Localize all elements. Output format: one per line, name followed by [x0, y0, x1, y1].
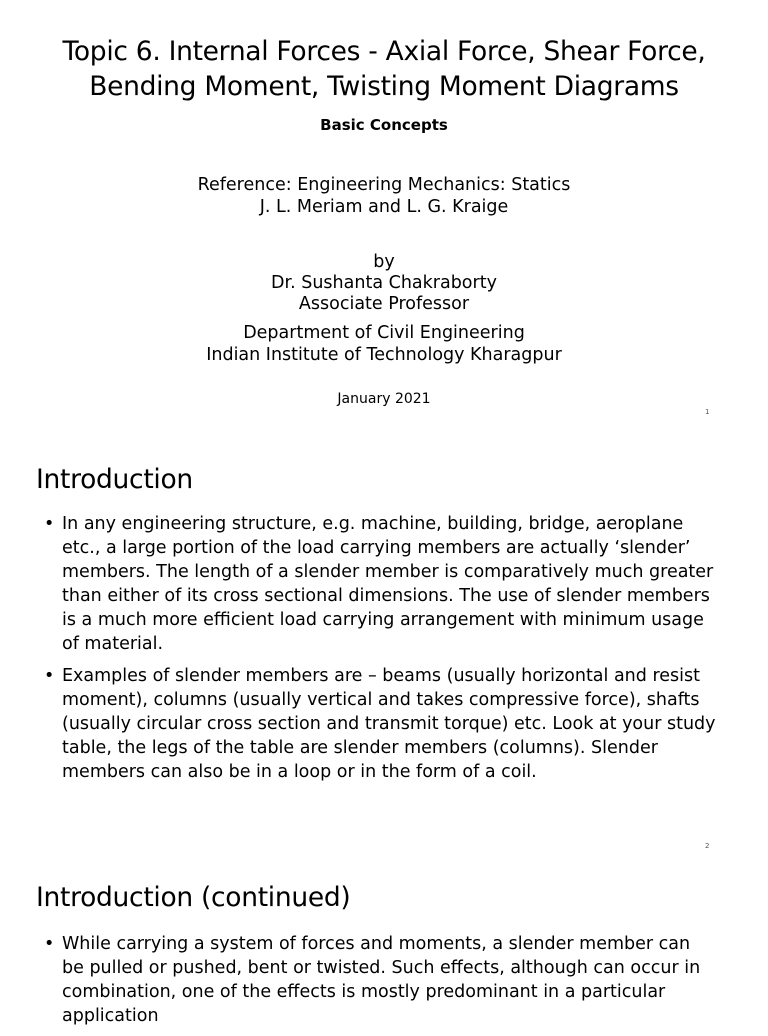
- slide-title: [0, 34, 768, 104]
- bullet-icon: •: [44, 514, 55, 534]
- bullet-icon: •: [44, 666, 55, 686]
- list-item: [36, 512, 716, 656]
- list-item: [36, 932, 716, 1028]
- title-line-1: Topic 6. Internal Forces - Axial Force, Shear Force,: [62, 36, 706, 67]
- reference-line-1: Reference: Engineering Mechanics: Statics: [197, 175, 571, 195]
- reference-block: [0, 174, 768, 218]
- slide-heading: Introduction (continued): [36, 882, 351, 913]
- slide-heading: Introduction: [36, 464, 193, 495]
- page-number-1: 1: [705, 408, 710, 416]
- title-line-2: Bending Moment, Twisting Moment Diagrams: [89, 71, 679, 102]
- by-label: by: [373, 252, 395, 272]
- institute-name: Indian Institute of Technology Kharagpur: [206, 345, 562, 365]
- slide-date: January 2021: [337, 391, 431, 407]
- reference-line-2: J. L. Meriam and L. G. Kraige: [259, 197, 509, 217]
- bullet-list: [36, 512, 716, 792]
- bullet-text: In any engineering structure, e.g. machine, building, bridge, aeroplane etc., a large portion of the load carrying members are actually ‘slender’ members. The length of a slender member is comparatively much greater than either of its cross sectional dimensions. The use of slender members is a much more efficient load carrying arrangement with minimum usage of material.: [62, 514, 714, 654]
- department-name: Department of Civil Engineering: [243, 323, 525, 343]
- list-item: [36, 664, 716, 784]
- author-position: Associate Professor: [298, 294, 470, 314]
- affiliation-block: [0, 322, 768, 366]
- bullet-text: Examples of slender members are – beams (usually horizontal and resist moment), columns (usually vertical and takes compressive force), shafts (usually circular cross section and transmit torque) etc. Look at your study table, the legs of the table are slender members (columns). Slender members can also be in a loop or in the form of a coil.: [62, 666, 716, 782]
- bullet-text: While carrying a system of forces and moments, a slender member can be pulled or pushed, bent or twisted. Such effects, although can occur in combination, one of the effects is mostly predominant in a particular application: [62, 934, 701, 1026]
- author-block: [0, 252, 768, 315]
- slide-subtitle: Basic Concepts: [320, 116, 448, 134]
- bullet-icon: •: [44, 934, 55, 954]
- bullet-list: [36, 932, 716, 1036]
- author-name: Dr. Sushanta Chakraborty: [271, 273, 497, 293]
- page-number-2: 2: [705, 842, 710, 850]
